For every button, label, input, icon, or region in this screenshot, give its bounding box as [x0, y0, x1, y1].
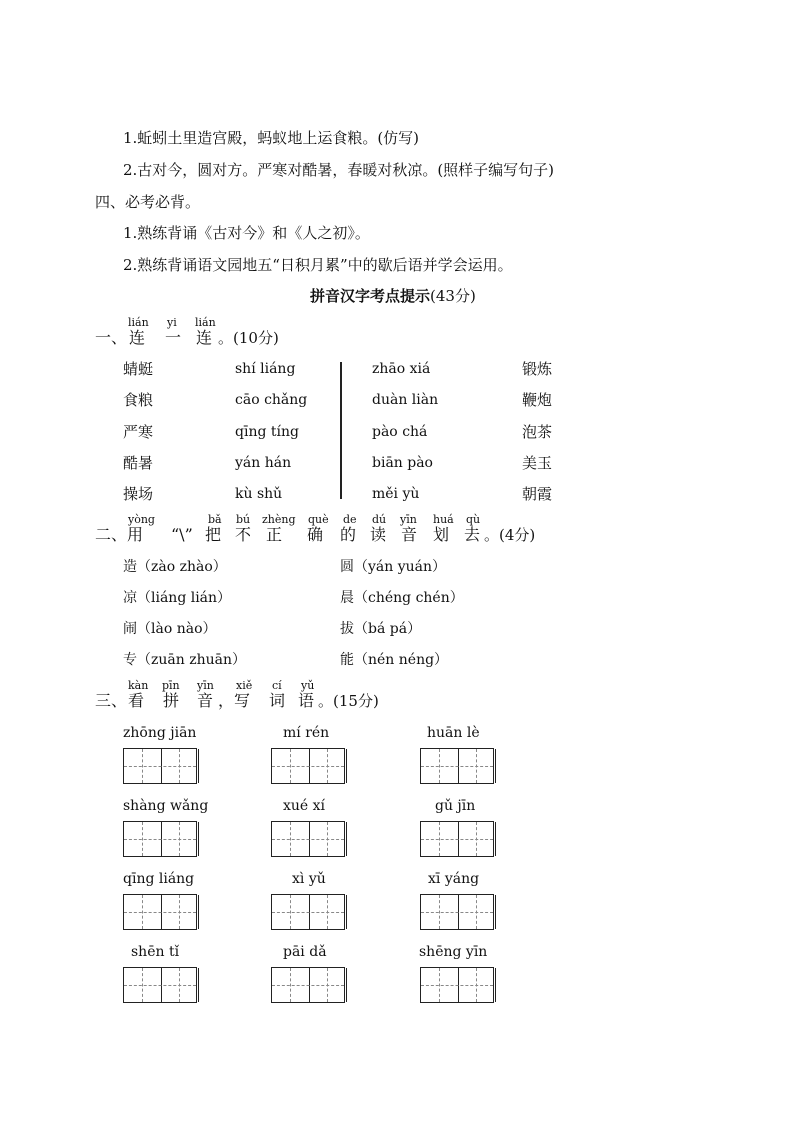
right-word-2: 泡茶: [522, 423, 553, 441]
title-points: (43分): [430, 287, 476, 305]
q3-char-0: 看: [128, 691, 145, 710]
q2-char-5: 确: [307, 525, 324, 544]
page-title: [310, 287, 476, 305]
q2-prefix: 二、: [95, 525, 128, 544]
q2-pinyin-6: de: [343, 513, 357, 526]
q3-word-6: qīng liáng: [123, 871, 195, 887]
q2-char-2: 把: [205, 525, 222, 544]
writing-box[interactable]: [123, 821, 197, 857]
q3-pinyin-4: cí: [272, 679, 282, 692]
q2-item-2: 凉（liáng lián）: [123, 590, 232, 606]
q1-pinyin-0: lián: [128, 316, 149, 329]
right-word-0: 锻炼: [522, 360, 553, 378]
q3-word-1: mí rén: [283, 725, 330, 741]
right-pinyin-4: měi yù: [372, 486, 420, 502]
q3-word-3: shàng wǎng: [123, 798, 209, 814]
writing-box[interactable]: [123, 894, 197, 930]
intro-line-1: 1.蚯蚓土里造宫殿，蚂蚁地上运食粮。(仿写): [123, 129, 420, 147]
writing-box[interactable]: [271, 967, 345, 1003]
q2-char-8: 音: [401, 525, 418, 544]
writing-box[interactable]: [420, 894, 494, 930]
q1-char-1: 一: [165, 328, 182, 347]
q2-pinyin-7: dú: [372, 513, 387, 526]
right-word-4: 朝霞: [522, 485, 553, 503]
q3-suffix: 。(15分): [318, 692, 379, 710]
q1-char-2: 连: [196, 328, 213, 347]
right-pinyin-2: pào chá: [372, 424, 428, 440]
q3-char-1: 拼: [163, 691, 180, 710]
q2-item-4: 闹（lào nào）: [123, 621, 217, 637]
q3-pinyin-0: kàn: [128, 679, 149, 692]
q2-pinyin-9: huá: [433, 513, 454, 526]
left-word-4: 操场: [123, 485, 154, 503]
q3-pinyin-5: yǔ: [301, 679, 315, 692]
right-pinyin-3: biān pào: [372, 455, 433, 471]
q2-item-5: 拔（bá pá）: [340, 621, 422, 637]
q1-prefix: 一、: [95, 328, 128, 347]
q2-pinyin-2: bǎ: [208, 513, 222, 526]
q3-word-0: zhōng jiān: [123, 725, 197, 741]
writing-box[interactable]: [123, 748, 197, 784]
q3-word-7: xì yǔ: [292, 871, 326, 887]
q2-pinyin-3: bú: [236, 513, 251, 526]
q2-pinyin-0: yòng: [128, 513, 155, 526]
q3-pinyin-1: pīn: [162, 679, 180, 692]
writing-box[interactable]: [420, 967, 494, 1003]
right-pinyin-1: duàn liàn: [372, 392, 439, 408]
q3-char-3: ，写: [218, 691, 251, 710]
q2-item-0: 造（zào zhào）: [123, 559, 227, 575]
q3-prefix: 三、: [95, 691, 128, 710]
section-4-heading: 四、必考必背。: [95, 193, 201, 211]
q2-char-3: 不: [235, 525, 252, 544]
q3-word-8: xī yáng: [428, 871, 480, 887]
left-pinyin-3: yán hán: [235, 455, 292, 471]
q3-pinyin-2: yīn: [197, 679, 214, 692]
q2-pinyin-8: yīn: [400, 513, 417, 526]
q1-suffix: 。(10分): [218, 329, 279, 347]
writing-box[interactable]: [271, 821, 345, 857]
q2-char-0: 用: [127, 525, 144, 544]
left-pinyin-2: qīng tíng: [235, 424, 299, 440]
right-word-1: 鞭炮: [522, 391, 553, 409]
writing-box[interactable]: [420, 821, 494, 857]
section-4-item-1: 1.熟练背诵《古对今》和《人之初》。: [123, 224, 370, 242]
q3-word-5: gǔ jīn: [435, 798, 476, 814]
q2-char-1: “\”: [171, 525, 193, 544]
q3-char-4: 词: [269, 691, 286, 710]
intro-line-2: 2.古对今，圆对方。严寒对酷暑，春暖对秋凉。(照样子编写句子): [123, 161, 555, 179]
q2-item-1: 圆（yán yuán）: [340, 559, 447, 575]
title-text: 拼音汉字考点提示: [310, 287, 431, 305]
left-word-2: 严寒: [123, 423, 154, 441]
q3-word-9: shēn tǐ: [131, 944, 180, 960]
writing-box[interactable]: [420, 748, 494, 784]
q2-pinyin-5: què: [308, 513, 329, 526]
left-pinyin-1: cāo chǎng: [235, 392, 308, 408]
q2-pinyin-4: zhèng: [262, 513, 296, 526]
right-word-3: 美玉: [522, 454, 553, 472]
q3-word-10: pāi dǎ: [283, 944, 327, 960]
writing-box[interactable]: [271, 894, 345, 930]
divider-line: [340, 362, 342, 499]
right-pinyin-0: zhāo xiá: [372, 361, 431, 377]
q3-word-2: huān lè: [427, 725, 480, 741]
q2-item-6: 专（zuān zhuān）: [123, 652, 246, 668]
q2-char-6: 的: [340, 525, 357, 544]
left-word-0: 蜻蜓: [123, 360, 154, 378]
q2-char-7: 读: [370, 525, 387, 544]
q3-pinyin-3: xiě: [236, 679, 253, 692]
q2-item-3: 晨（chéng chén）: [340, 590, 464, 606]
left-word-1: 食粮: [123, 391, 154, 409]
writing-box[interactable]: [123, 967, 197, 1003]
q1-char-0: 连: [129, 328, 146, 347]
q2-char-10: 去: [464, 525, 481, 544]
section-4-item-2: 2.熟练背诵语文园地五“日积月累”中的歇后语并学会运用。: [123, 256, 513, 274]
q3-char-2: 音: [197, 691, 214, 710]
q2-suffix: 。(4分): [484, 526, 536, 544]
writing-box[interactable]: [271, 748, 345, 784]
q2-char-4: 正: [266, 525, 283, 544]
left-word-3: 酷暑: [123, 454, 154, 472]
q1-pinyin-2: lián: [195, 316, 216, 329]
left-pinyin-4: kù shǔ: [235, 486, 283, 502]
q2-pinyin-10: qù: [466, 513, 481, 526]
q3-word-11: shēng yīn: [419, 944, 488, 960]
q2-char-9: 划: [433, 525, 450, 544]
q3-char-5: 语: [298, 691, 315, 710]
q1-pinyin-1: yi: [167, 316, 177, 329]
q2-item-7: 能（nén néng）: [340, 652, 449, 668]
q3-word-4: xué xí: [283, 798, 326, 814]
left-pinyin-0: shí liáng: [235, 361, 296, 377]
